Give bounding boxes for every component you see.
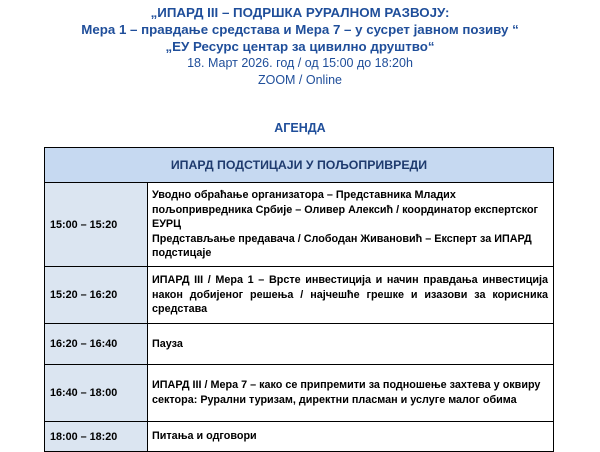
agenda-table [44, 147, 554, 452]
table-title-row [45, 148, 554, 183]
header-location: ZOOM / Online [257, 73, 343, 87]
row-description: ИПАРД III / Мера 1 – Врсте инвестиција и начин правдања инвестиција након добијеног решења / најчешће грешке и изазови за корисника средстава [148, 267, 554, 324]
event-header [0, 4, 600, 89]
table-row [45, 267, 554, 324]
row-time: 16:40 – 18:00 [45, 365, 148, 422]
table-title: ИПАРД ПОДСТИЦАЈИ У ПОЉОПРИВРЕДИ [45, 148, 554, 183]
row-description-part: Представљање предавача / Слободан Живановић – Експерт за ИПАРД подстицаје [152, 232, 532, 260]
row-time: 16:20 – 16:40 [45, 324, 148, 365]
agenda-heading: АГЕНДА [274, 121, 326, 135]
row-description-part: Уводно обраћање организатора – Представника Младих пољопривредника Србије – Оливер Алексић / координатор експертског ЕУРЦ [152, 189, 539, 231]
row-time: 18:00 – 18:20 [45, 422, 148, 452]
row-description [148, 183, 554, 267]
table-row [45, 365, 554, 422]
table-row [45, 324, 554, 365]
row-time: 15:00 – 15:20 [45, 183, 148, 267]
table-row [45, 183, 554, 267]
row-description: Пауза [148, 324, 554, 365]
header-title: „ИПАРД III – ПОДРШКА РУРАЛНОМ РАЗВОЈУ: [150, 5, 450, 20]
header-organizer: „ЕУ Ресурс центар за цивилно друштво“ [165, 39, 435, 54]
table-row [45, 422, 554, 452]
row-time: 15:20 – 16:20 [45, 267, 148, 324]
header-subtitle: Мера 1 – правдање средстава и Мера 7 – у сусрет јавном позиву “ [81, 22, 519, 37]
row-description: Питања и одговори [148, 422, 554, 452]
header-date: 18. Март 2026. год / од 15:00 до 18:20h [187, 56, 413, 70]
row-description: ИПАРД III / Мера 7 – како се припремити за подношење захтева у оквиру сектора: Рурални туризам, директни пласман и услуге малог обима [148, 365, 554, 422]
